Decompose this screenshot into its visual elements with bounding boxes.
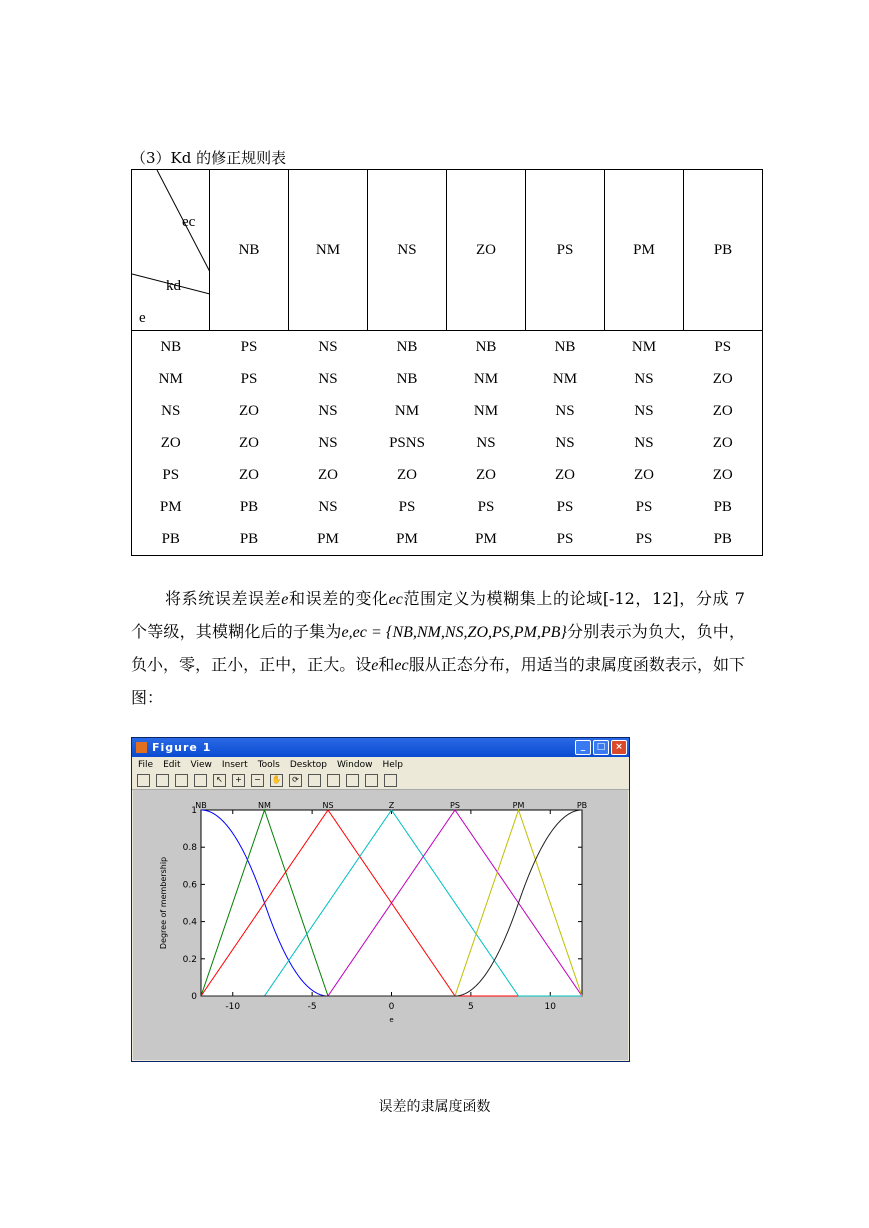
table-cell: NM [473, 370, 499, 387]
window-titlebar[interactable] [132, 738, 629, 757]
var-ec: ec [388, 591, 403, 608]
table-cell: NM [473, 402, 499, 419]
table-cell: ZO [684, 395, 763, 427]
open-file-icon[interactable] [156, 774, 169, 787]
table-cell: ZO [555, 466, 575, 483]
y-tick-label: 0 [191, 992, 197, 1002]
column-header: PS [526, 170, 605, 331]
corner-label-kd: kd [166, 278, 181, 294]
table-corner-cell [132, 170, 210, 331]
mf-label-pm: PM [512, 801, 525, 810]
data-cursor-icon[interactable] [308, 774, 321, 787]
table-cell: PS [635, 498, 653, 515]
row-header: PS [132, 459, 210, 491]
table-cell: NB [475, 338, 497, 355]
table-cell: ZO [239, 466, 259, 483]
table-cell: NS [555, 434, 575, 451]
row-header: NS [132, 395, 210, 427]
pan-hand-icon[interactable]: ✋ [270, 774, 283, 787]
table-cell: NB [396, 370, 418, 387]
table-row [132, 523, 763, 556]
menu-file[interactable]: File [138, 759, 154, 770]
table-cell: PS [398, 498, 416, 515]
menu-bar [132, 757, 629, 772]
new-file-icon[interactable] [137, 774, 150, 787]
table-caption: （3）Kd 的修正规则表 [131, 149, 287, 167]
table-cell: NS [634, 402, 654, 419]
mf-label-ps: PS [450, 801, 460, 810]
table-cell: NS [476, 434, 496, 451]
table-row [132, 459, 763, 491]
mf-label-z: Z [388, 801, 395, 810]
text-run: 范围定义为模糊集上的论域[-12，12]，分成 7 个等级，其模糊化后的子集为 [131, 589, 745, 641]
table-header-row [132, 170, 763, 331]
table-cell: PS [240, 338, 258, 355]
row-header: NB [132, 331, 210, 364]
y-tick-label: 0.8 [182, 843, 197, 854]
table-cell: PS [556, 498, 574, 515]
table-cell: ZO [684, 427, 763, 459]
table-cell: NS [318, 338, 338, 355]
var-ec: ec [394, 657, 409, 674]
y-axis-label: Degree of membership [159, 856, 168, 950]
menu-window[interactable]: Window [336, 759, 373, 770]
table-row [132, 491, 763, 523]
x-tick-label: -5 [307, 1002, 317, 1012]
mf-label-nm: NM [258, 801, 271, 810]
save-icon[interactable] [175, 774, 188, 787]
x-tick-label: 10 [544, 1002, 556, 1012]
rotate-3d-icon[interactable]: ⟳ [289, 774, 302, 787]
legend-icon[interactable] [346, 774, 359, 787]
figure-caption: 误差的隶属度函数 [378, 1099, 491, 1115]
table-cell: NS [318, 434, 338, 451]
show-plot-tools-icon[interactable] [384, 774, 397, 787]
table-cell: PM [368, 523, 447, 556]
table-cell: NS [634, 370, 654, 387]
table-cell: ZO [397, 466, 417, 483]
menu-view[interactable]: View [190, 759, 212, 770]
table-cell: NS [555, 402, 575, 419]
zoom-out-icon[interactable]: − [251, 774, 264, 787]
table-row [132, 363, 763, 395]
table-cell: ZO [239, 434, 259, 451]
table-cell: PB [239, 498, 259, 515]
table-cell: PS [240, 370, 258, 387]
row-header: ZO [132, 427, 210, 459]
row-header: PB [132, 523, 210, 556]
row-header: NM [132, 363, 210, 395]
table-cell: NS [318, 370, 338, 387]
menu-help[interactable]: Help [382, 759, 404, 770]
table-cell: PSNS [389, 434, 425, 451]
hide-plot-tools-icon[interactable] [365, 774, 378, 787]
y-tick-label: 1 [191, 806, 197, 816]
table-cell: NM [394, 402, 420, 419]
column-header: NB [210, 170, 289, 331]
x-axis-label: e [389, 1016, 394, 1024]
table-cell: ZO [239, 402, 259, 419]
table-cell: ZO [684, 363, 763, 395]
window-title: Figure 1 [152, 741, 212, 754]
colorbar-icon[interactable] [327, 774, 340, 787]
table-cell: ZO [684, 459, 763, 491]
figure-toolbar [132, 772, 629, 790]
column-header: PM [605, 170, 684, 331]
column-header: NM [289, 170, 368, 331]
matlab-icon [136, 742, 147, 753]
plot-area [133, 790, 628, 1060]
table-cell: NM [631, 338, 657, 355]
close-icon[interactable]: × [611, 740, 627, 755]
maximize-icon[interactable]: □ [593, 740, 609, 755]
print-icon[interactable] [194, 774, 207, 787]
text-run: 分别表示为负大，负中，负小，零，正小，正中，正大。设 [131, 622, 745, 674]
table-cell: NS [634, 434, 654, 451]
table-row [132, 427, 763, 459]
corner-diagonals [132, 170, 210, 330]
menu-tools[interactable]: Tools [257, 759, 280, 770]
table-cell: PB [684, 491, 763, 523]
kd-rule-table [131, 169, 763, 556]
table-cell: PM [447, 523, 526, 556]
row-header: PM [132, 491, 210, 523]
table-cell: PS [684, 331, 763, 364]
table-cell: ZO [476, 466, 496, 483]
mf-label-pb: PB [576, 801, 588, 810]
column-header: PB [684, 170, 763, 331]
corner-label-ec: ec [182, 214, 196, 230]
zoom-in-icon[interactable]: + [232, 774, 245, 787]
y-tick-label: 0.6 [182, 880, 197, 891]
text-run: 将系统误差误差 [165, 589, 282, 608]
menu-insert[interactable]: Insert [221, 759, 248, 770]
table-cell: NS [318, 498, 338, 515]
text-run: 服从正态分布，用适当的隶属度函数表示，如下图： [131, 655, 745, 707]
table-cell: NS [318, 402, 338, 419]
body-paragraph [131, 583, 745, 714]
column-header: ZO [447, 170, 526, 331]
table-cell: ZO [318, 466, 338, 483]
set-expression: e,ec = {NB,NM,NS,ZO,PS,PM,PB} [341, 624, 567, 641]
table-cell: PS [605, 523, 684, 556]
table-cell: NB [554, 338, 576, 355]
table-cell: PM [289, 523, 368, 556]
corner-label-e: e [139, 310, 146, 326]
menu-edit[interactable]: Edit [163, 759, 181, 770]
table-cell: ZO [634, 466, 654, 483]
y-tick-label: 0.2 [182, 954, 197, 965]
text-run: 和误差的变化 [288, 589, 389, 608]
table-cell: PS [477, 498, 495, 515]
table-cell: PB [684, 523, 763, 556]
table-cell: PB [210, 523, 289, 556]
menu-desktop[interactable]: Desktop [289, 759, 327, 770]
var-e: e [371, 657, 379, 674]
table-cell: NB [396, 338, 418, 355]
table-row [132, 395, 763, 427]
text-run: 和 [378, 655, 395, 674]
table-cell: NM [552, 370, 578, 387]
arrow-pointer-icon[interactable]: ↖ [213, 774, 226, 787]
table-cell: PS [526, 523, 605, 556]
mf-label-ns: NS [322, 801, 334, 810]
membership-chart [133, 790, 628, 1060]
matlab-figure-window [131, 737, 630, 1062]
y-tick-label: 0.4 [182, 917, 197, 928]
x-tick-label: -10 [225, 1002, 241, 1012]
column-header: NS [368, 170, 447, 331]
x-tick-label: 5 [468, 1002, 474, 1012]
var-e: e [281, 591, 289, 608]
x-tick-label: 0 [388, 1002, 395, 1012]
minimize-icon[interactable]: _ [575, 740, 591, 755]
table-row [132, 331, 763, 364]
mf-label-nb: NB [195, 801, 207, 810]
